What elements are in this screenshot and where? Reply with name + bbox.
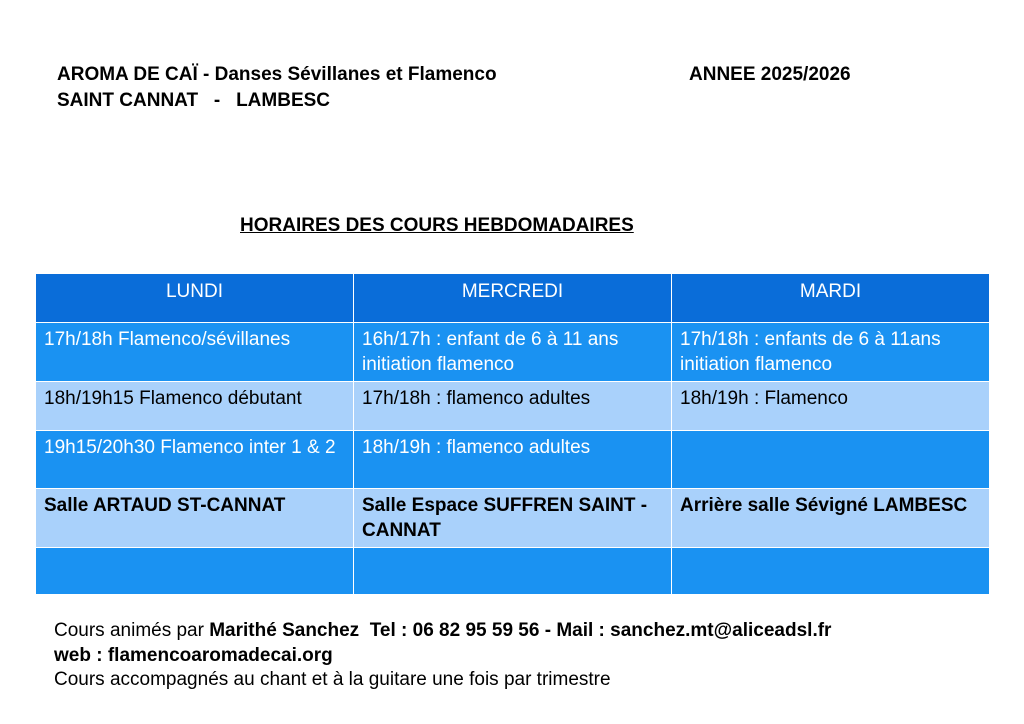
table-cell: 18h/19h15 Flamenco débutant <box>36 382 354 431</box>
table-row <box>36 323 990 382</box>
table-cell <box>672 431 990 489</box>
table-header-row <box>36 274 990 323</box>
table-row <box>36 431 990 489</box>
footer-note: Cours accompagnés au chant et à la guitare une fois par trimestre <box>54 669 611 690</box>
header-locations: SAINT CANNAT - LAMBESC <box>57 90 331 111</box>
footer-contact-details: Marithé Sanchez Tel : 06 82 95 59 56 - Mail : sanchez.mt@aliceadsl.fr <box>209 620 832 641</box>
table-row <box>36 382 990 431</box>
table-cell: 16h/17h : enfant de 6 à 11 ans initiation flamenco <box>354 323 672 382</box>
footer-prefix: Cours animés par <box>54 620 210 641</box>
table-row-empty <box>36 548 990 595</box>
schedule-title: HORAIRES DES COURS HEBDOMADAIRES <box>240 215 634 236</box>
header-association-name: AROMA DE CAÏ - Danses Sévillanes et Flamenco <box>57 64 497 85</box>
table-cell <box>354 548 672 595</box>
schedule-table <box>35 273 990 595</box>
table-cell <box>36 548 354 595</box>
table-cell: 18h/19h : flamenco adultes <box>354 431 672 489</box>
footer-website: web : flamencoaromadecai.org <box>54 645 333 666</box>
header-cell-mercredi: MERCREDI <box>354 274 672 323</box>
venue-cell: Salle ARTAUD ST-CANNAT <box>36 489 354 548</box>
table-cell: 17h/18h Flamenco/sévillanes <box>36 323 354 382</box>
venue-cell: Arrière salle Sévigné LAMBESC <box>672 489 990 548</box>
table-row-venues <box>36 489 990 548</box>
table-cell <box>672 548 990 595</box>
header-year: ANNEE 2025/2026 <box>689 64 851 85</box>
table-cell: 18h/19h : Flamenco <box>672 382 990 431</box>
header-cell-mardi: MARDI <box>672 274 990 323</box>
venue-cell: Salle Espace SUFFREN SAINT - CANNAT <box>354 489 672 548</box>
table-cell: 17h/18h : enfants de 6 à 11ans initiation flamenco <box>672 323 990 382</box>
table-cell: 17h/18h : flamenco adultes <box>354 382 672 431</box>
header-cell-lundi: LUNDI <box>36 274 354 323</box>
table-cell: 19h15/20h30 Flamenco inter 1 & 2 <box>36 431 354 489</box>
footer-contact <box>54 619 831 643</box>
